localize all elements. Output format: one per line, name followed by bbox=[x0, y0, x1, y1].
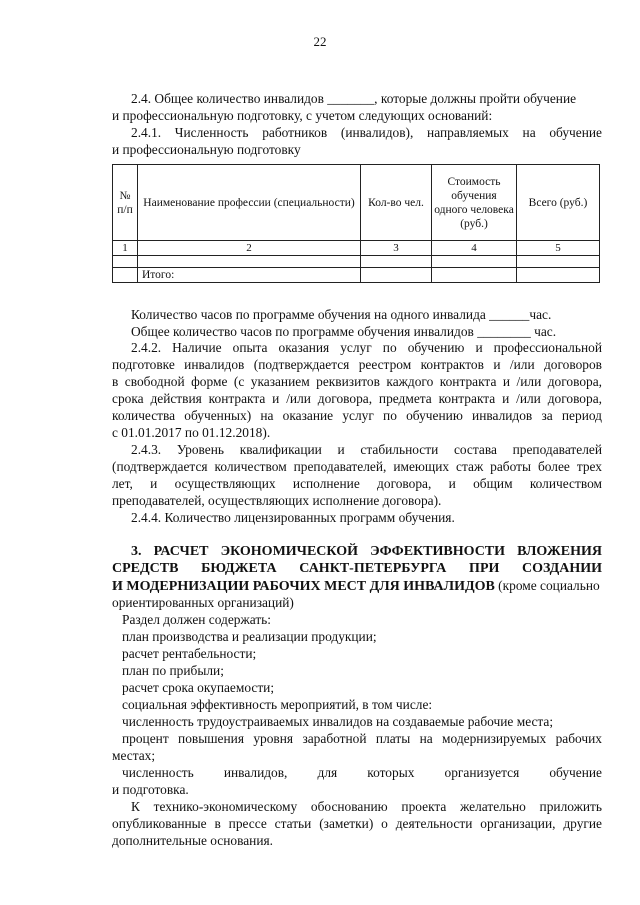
table-cell: 1 bbox=[113, 241, 138, 256]
final-line-2: опубликованные в прессе статьи (заметки) о деятельности организации, другие bbox=[112, 816, 602, 831]
p242-line-2: подготовке инвалидов (подтверждается реестром контрактов и /или договоров bbox=[112, 357, 602, 372]
p243-line-3: лет, и осуществляющих исполнение договора, и общим количеством bbox=[112, 476, 602, 491]
training-line-1: численность инвалидов, для которых организуется обучение bbox=[122, 765, 602, 780]
page-number: 22 bbox=[313, 34, 327, 49]
p242-line-1: 2.4.2. Наличие опыта оказания услуг по обучению и профессиональной bbox=[131, 340, 602, 355]
section-3-title-line-2: СРЕДСТВ БЮДЖЕТА САНКТ-ПЕТЕРБУРГА ПРИ СОЗДАНИИ bbox=[112, 561, 602, 576]
table-cell bbox=[361, 256, 432, 268]
table-cell bbox=[432, 256, 517, 268]
p242-line-3: в свободной форме (с указанием реквизитов каждого контракта и /или договора, bbox=[112, 374, 602, 389]
table-cell: 5 bbox=[517, 241, 600, 256]
section-3-title-line-4: ориентированных организаций) bbox=[112, 595, 294, 610]
list-item: план производства и реализации продукции; bbox=[122, 629, 377, 644]
table-cell: 4 bbox=[432, 241, 517, 256]
hours-total: Общее количество часов по программе обучения инвалидов ________ час. bbox=[131, 324, 557, 339]
table-number-row bbox=[113, 241, 600, 256]
list-item: численность трудоустраиваемых инвалидов на создаваемые рабочие места; bbox=[122, 714, 554, 729]
table-empty-row bbox=[113, 256, 600, 268]
table-cell bbox=[432, 268, 517, 283]
training-line-2: и подготовка. bbox=[112, 782, 189, 797]
list-item: план по прибыли; bbox=[122, 663, 224, 678]
training-cost-table bbox=[112, 164, 600, 283]
table-cell bbox=[361, 268, 432, 283]
header-cost-per-person: Стоимость обучения одного человека (руб.) bbox=[432, 165, 517, 241]
header-number: № п/п bbox=[113, 165, 138, 241]
list-item: социальная эффективность мероприятий, в том числе: bbox=[122, 697, 433, 712]
section-3-title-note: (кроме социально bbox=[494, 578, 600, 593]
table-cell: 3 bbox=[361, 241, 432, 256]
table-cell bbox=[138, 256, 361, 268]
final-line-3: дополнительные основания. bbox=[112, 833, 274, 848]
hours-per-person: Количество часов по программе обучения на одного инвалида ______час. bbox=[131, 307, 552, 322]
section-3-title-line-1: 3. РАСЧЕТ ЭКОНОМИЧЕСКОЙ ЭФФЕКТИВНОСТИ ВЛОЖЕНИЯ bbox=[131, 544, 602, 559]
section-2-4-1-line-1: 2.4.1. Численность работников (инвалидов), направляемых на обучение bbox=[131, 125, 602, 140]
p243-line-4: преподавателей, осуществляющих исполнение договора). bbox=[112, 493, 442, 508]
p242-line-4: срока действия контракта и /или договора, предмета контракта и /или договора, bbox=[112, 391, 602, 406]
table-header-row bbox=[113, 165, 600, 241]
section-3-title-line-3 bbox=[112, 577, 600, 595]
section-2-4-line-2: и профессиональную подготовку, с учетом следующих оснований: bbox=[112, 108, 493, 123]
header-total: Всего (руб.) bbox=[517, 165, 600, 241]
header-profession: Наименование профессии (специальности) bbox=[138, 165, 361, 241]
table-cell: 2 bbox=[138, 241, 361, 256]
table-cell bbox=[517, 256, 600, 268]
section-3-title-bold: И МОДЕРНИЗАЦИИ РАБОЧИХ МЕСТ ДЛЯ ИНВАЛИДОВ bbox=[112, 579, 495, 594]
list-item: Раздел должен содержать: bbox=[122, 612, 272, 627]
table-cell bbox=[113, 256, 138, 268]
header-quantity: Кол-во чел. bbox=[361, 165, 432, 241]
table-cell bbox=[113, 268, 138, 283]
wage-line-1: процент повышения уровня заработной платы на модернизируемых рабочих bbox=[122, 731, 602, 746]
section-2-4-1-line-2: и профессиональную подготовку bbox=[112, 142, 301, 157]
p243-line-1: 2.4.3. Уровень квалификации и стабильности состава преподавателей bbox=[131, 442, 602, 457]
p242-line-6: с 01.01.2017 по 01.12.2018). bbox=[112, 425, 271, 440]
final-line-1: К технико-экономическому обоснованию проекта желательно приложить bbox=[131, 799, 602, 814]
total-label: Итого: bbox=[138, 268, 361, 283]
p243-line-2: (подтверждается количеством преподавателей, имеющих стаж работы более трех bbox=[112, 459, 602, 474]
table-cell bbox=[517, 268, 600, 283]
wage-line-2: местах; bbox=[112, 748, 156, 763]
section-2-4-line-1: 2.4. Общее количество инвалидов _______, которые должны пройти обучение bbox=[131, 91, 577, 106]
list-item: расчет рентабельности; bbox=[122, 646, 257, 661]
table-total-row bbox=[113, 268, 600, 283]
p244: 2.4.4. Количество лицензированных программ обучения. bbox=[131, 510, 455, 525]
list-item: расчет срока окупаемости; bbox=[122, 680, 275, 695]
p242-line-5: количества обученных) на оказание услуг по обучению инвалидов за период bbox=[112, 408, 602, 423]
